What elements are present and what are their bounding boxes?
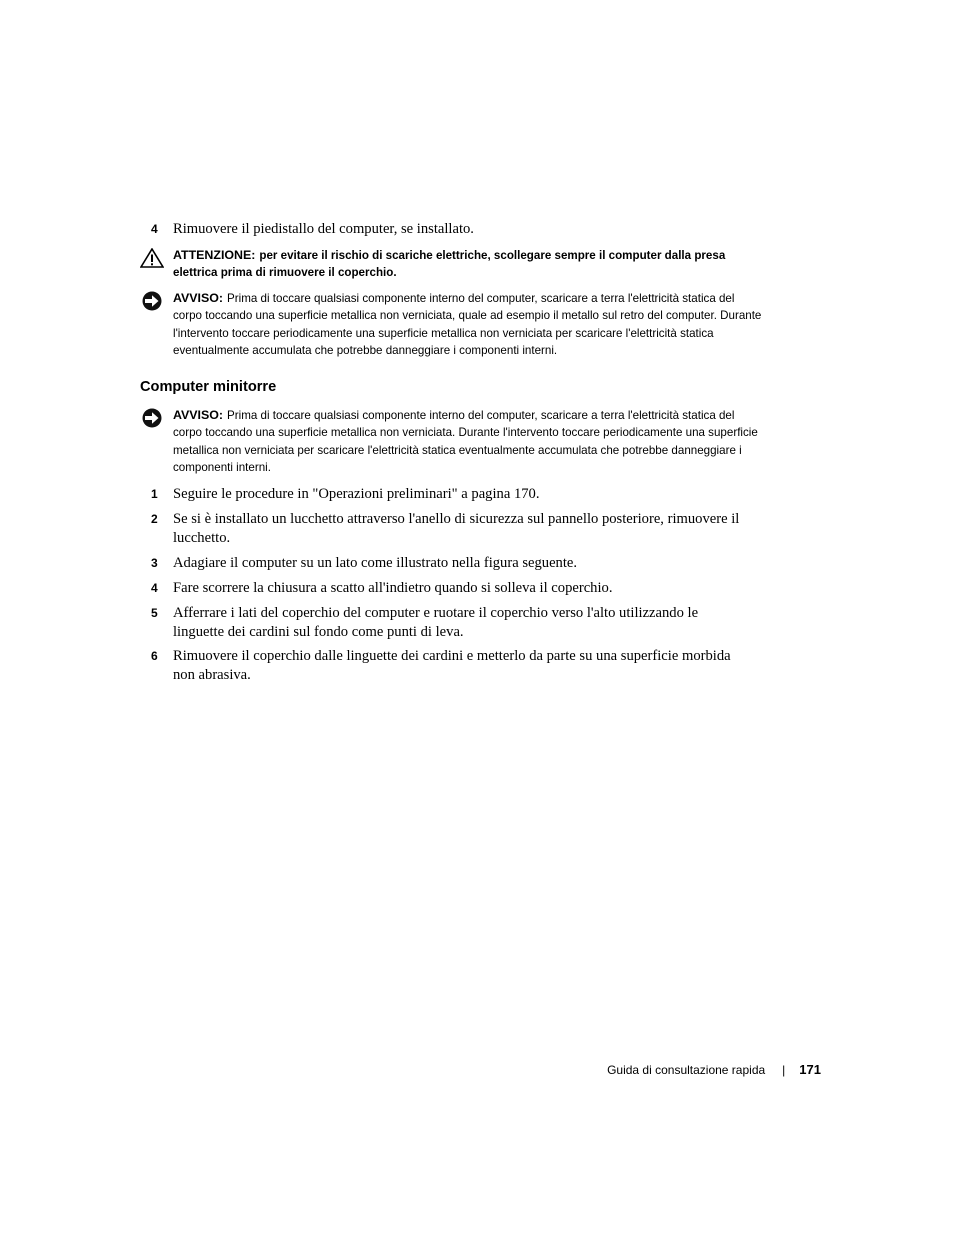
step-text: Fare scorrere la chiusura a scatto all'indietro quando si solleva il coperchio. [173,580,613,596]
notice-arrow-icon [140,408,164,428]
attention-label: ATTENZIONE: [173,248,256,262]
step-text: Afferrare i lati del coperchio del computer e ruotare il coperchio verso l'alto utilizzando le linguette dei cardini sul fondo come punti di leva. [173,605,699,640]
step-number: 4 [151,222,158,236]
step-item [151,647,751,684]
step-text: Rimuovere il piedistallo del computer, se installato. [173,221,474,237]
notice-body [173,407,765,477]
step-number: 2 [151,512,158,526]
step-text: Seguire le procedure in "Operazioni preliminari" a pagina 170. [173,486,540,502]
attention-note [140,247,765,282]
page-number: 171 [799,1062,821,1077]
notice-arrow-icon [140,291,164,311]
notice-box [140,407,765,477]
step-item [151,554,751,573]
step-number: 3 [151,556,158,570]
step-text: Adagiare il computer su un lato come illustrato nella figura seguente. [173,555,578,571]
attention-text: per evitare il rischio di scariche elettriche, scollegare sempre il computer dalla presa elettrica prima di rimuovere il coperchio. [173,249,726,280]
step-item [151,579,751,598]
page-footer [560,1060,821,1080]
step-number: 6 [151,649,158,663]
step-number: 5 [151,606,158,620]
footer-separator: | [782,1063,786,1077]
step-item [151,485,751,504]
step-number: 1 [151,487,158,501]
notice-body [173,290,765,360]
attention-body [173,247,765,282]
footer-title: Guida di consultazione rapida [607,1063,766,1077]
warning-triangle-icon [140,248,164,268]
step-text: Rimuovere il coperchio dalle linguette dei cardini e metterlo da parte su una superficie morbida non abrasiva. [173,648,731,683]
notice-text: Prima di toccare qualsiasi componente interno del computer, scaricare a terra l'elettricità statica del corpo toccando una superficie metallica non verniciata, quale ad esempio il metallo sul retro del computer. Durante l'intervento toccare periodicamente una superficie metallica non verniciata per scaricare l'elettricità statica eventualmente accumulata che potrebbe danneggiare i componenti interni. [173,292,762,358]
step-text: Se si è installato un lucchetto attraverso l'anello di sicurezza sul pannello posteriore, rimuovere il lucchetto. [173,511,740,546]
notice-label: AVVISO: [173,291,224,305]
step-item [151,604,751,641]
notice-box [140,290,765,360]
notice-label: AVVISO: [173,408,224,422]
step-number: 4 [151,581,158,595]
step-item [151,220,751,239]
notice-text: Prima di toccare qualsiasi componente interno del computer, scaricare a terra l'elettricità statica del corpo toccando una superficie metallica non verniciata. Durante l'intervento toccare periodicamente una superficie metallica non verniciata per scaricare l'elettricità statica eventualmente accumulata che potrebbe danneggiare i componenti interni. [173,409,758,475]
step-item [151,510,751,547]
section-heading: Computer minitorre [140,379,277,395]
